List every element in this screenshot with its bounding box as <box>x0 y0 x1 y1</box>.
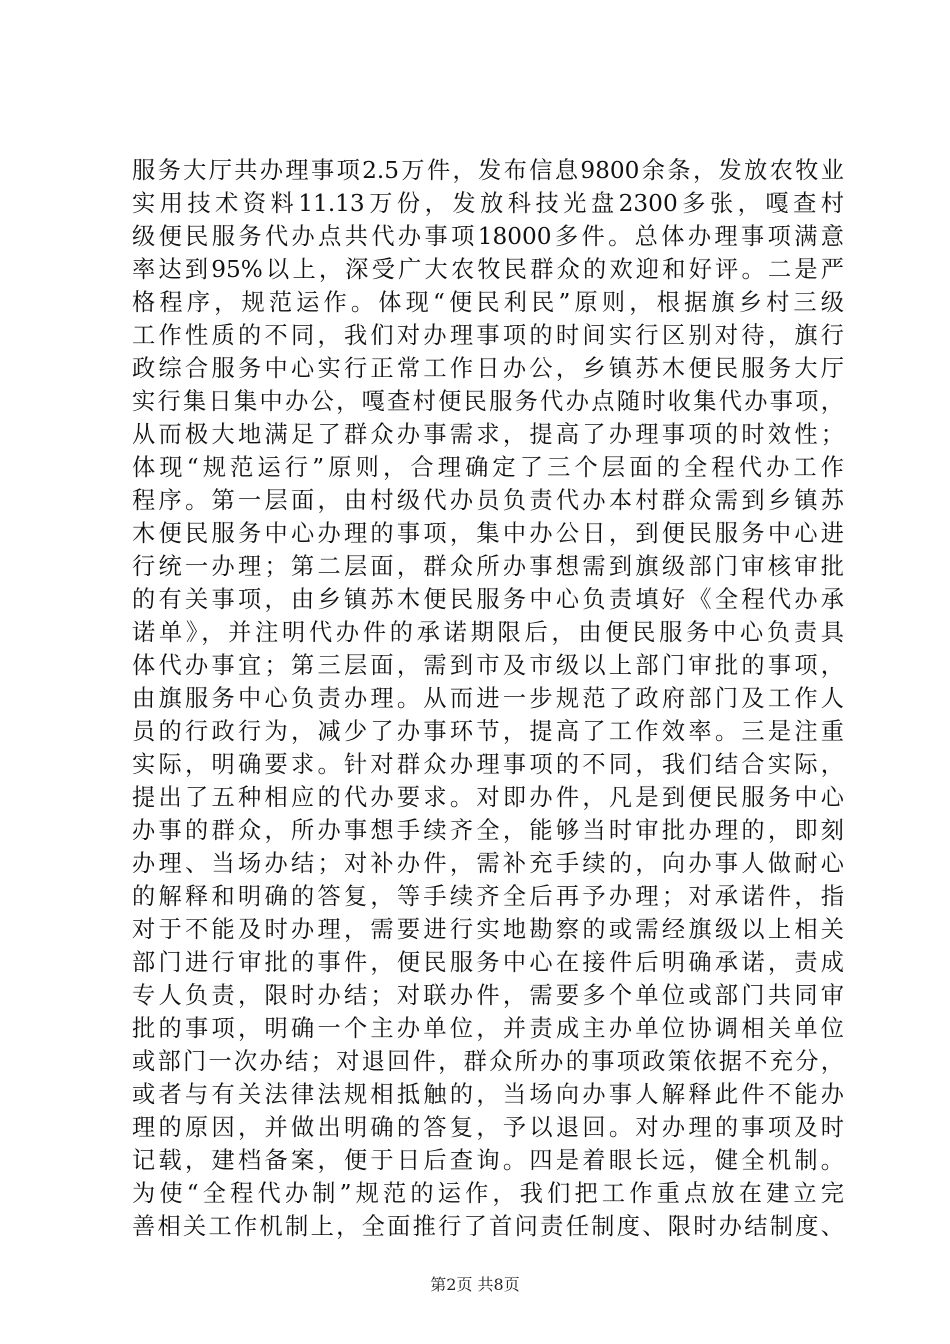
text-line: 部门进行审批的事件，便民服务中心在接件后明确承诺，责成 <box>132 949 844 976</box>
text-line: 实行集日集中办公，嘎查村便民服务代办点随时收集代办事项， <box>132 388 844 415</box>
text-line: 格程序，规范运作。体现“便民利民”原则，根据旗乡村三级 <box>132 289 844 316</box>
text-line: 实际，明确要求。针对群众办理事项的不同，我们结合实际， <box>132 751 844 778</box>
text-line: 木便民服务中心办理的事项，集中办公日，到便民服务中心进 <box>132 520 844 547</box>
text-line: 实用技术资料11.13万份，发放科技光盘2300多张，嘎查村 <box>132 190 844 217</box>
text-line: 理的原因，并做出明确的答复，予以退回。对办理的事项及时 <box>132 1114 844 1141</box>
text-line: 服务大厅共办理事项2.5万件，发布信息9800余条，发放农牧业 <box>132 157 844 184</box>
text-line: 率达到95%以上，深受广大农牧民群众的欢迎和好评。二是严 <box>132 256 844 283</box>
text-line: 程序。第一层面，由村级代办员负责代办本村群众需到乡镇苏 <box>132 487 844 514</box>
text-line: 办事的群众，所办事想手续齐全，能够当时审批办理的，即刻 <box>132 817 844 844</box>
text-line: 政综合服务中心实行正常工作日办公，乡镇苏木便民服务大厅 <box>132 355 844 382</box>
text-line: 的有关事项，由乡镇苏木便民服务中心负责填好《全程代办承 <box>132 586 844 613</box>
text-line: 提出了五种相应的代办要求。对即办件，凡是到便民服务中心 <box>132 784 844 811</box>
text-line: 体代办事宜；第三层面，需到市及市级以上部门审批的事项， <box>132 652 844 679</box>
text-line: 体现“规范运行”原则，合理确定了三个层面的全程代办工作 <box>132 454 844 481</box>
body-text <box>132 154 844 1243</box>
text-line: 诺单》，并注明代办件的承诺期限后，由便民服务中心负责具 <box>132 619 844 646</box>
text-line: 行统一办理；第二层面，群众所办事想需到旗级部门审核审批 <box>132 553 844 580</box>
text-line: 工作性质的不同，我们对办理事项的时间实行区别对待，旗行 <box>132 322 844 349</box>
text-line: 由旗服务中心负责办理。从而进一步规范了政府部门及工作人 <box>132 685 844 712</box>
text-line: 办理、当场办结；对补办件，需补充手续的，向办事人做耐心 <box>132 850 844 877</box>
text-line: 员的行政行为，减少了办事环节，提高了工作效率。三是注重 <box>132 718 844 745</box>
page-number: 第2页 共8页 <box>430 1275 520 1294</box>
text-line: 善相关工作机制上，全面推行了首问责任制度、限时办结制度、 <box>132 1213 844 1240</box>
text-line: 级便民服务代办点共代办事项18000多件。总体办理事项满意 <box>132 223 844 250</box>
text-line: 或者与有关法律法规相抵触的，当场向办事人解释此件不能办 <box>132 1081 844 1108</box>
text-line: 专人负责，限时办结；对联办件，需要多个单位或部门共同审 <box>132 982 844 1009</box>
text-line: 从而极大地满足了群众办事需求，提高了办理事项的时效性； <box>132 421 844 448</box>
text-line: 记载，建档备案，便于日后查询。四是着眼长远，健全机制。 <box>132 1147 844 1174</box>
text-line: 或部门一次办结；对退回件，群众所办的事项政策依据不充分， <box>132 1048 844 1075</box>
text-line: 为使“全程代办制”规范的运作，我们把工作重点放在建立完 <box>132 1180 844 1207</box>
text-line: 的解释和明确的答复，等手续齐全后再予办理；对承诺件，指 <box>132 883 844 910</box>
text-line: 对于不能及时办理，需要进行实地勘察的或需经旗级以上相关 <box>132 916 844 943</box>
text-line: 批的事项，明确一个主办单位，并责成主办单位协调相关单位 <box>132 1015 844 1042</box>
